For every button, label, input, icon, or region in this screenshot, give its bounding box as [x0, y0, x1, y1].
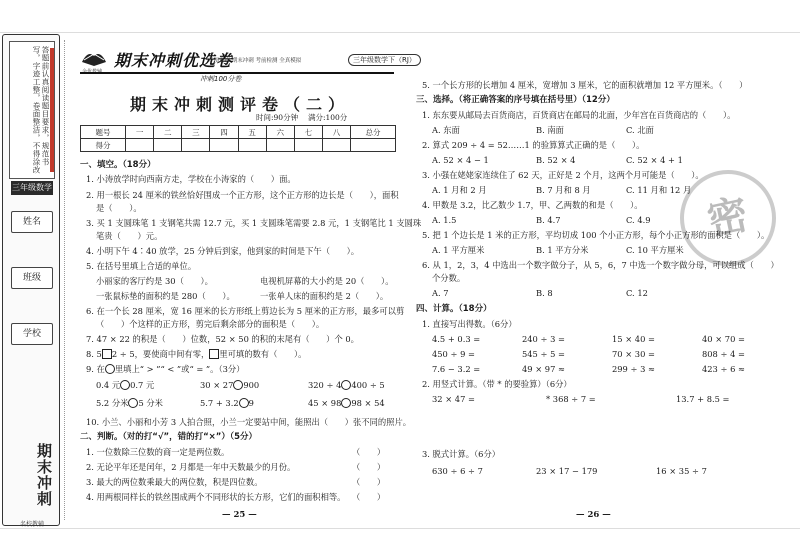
- q9-row1-b: [200, 380, 259, 391]
- choice-4-c[interactable]: C. 4.9: [626, 215, 651, 225]
- score-table: [80, 125, 396, 152]
- score-header-cell: 一: [126, 126, 154, 139]
- oral-calc: 423 ÷ 6 ≈: [702, 364, 745, 374]
- blank-box[interactable]: [209, 349, 219, 359]
- score-cell[interactable]: [238, 139, 266, 152]
- score-cell[interactable]: [126, 139, 154, 152]
- vertical-calc: 13.7 + 8.5 =: [676, 394, 730, 404]
- oral-calc: 450 ÷ 9 =: [432, 349, 475, 359]
- judge-answer[interactable]: （ ）: [352, 462, 386, 472]
- q8-mid: 2 ÷ 5，要使商中间有零，: [111, 349, 210, 359]
- q6-line2: （ ）个这样的正方形，剪完后剩余部分的面积是（ ）。: [96, 319, 325, 329]
- q5-item3: 一张鼠标垫的面积约是 280（ ）。: [96, 291, 235, 301]
- left-column: [80, 156, 422, 516]
- score-cell[interactable]: [182, 139, 210, 152]
- step-calc: 630 ÷ 6 ÷ 7: [432, 466, 483, 476]
- judge-2: 2. 无论平年还是闰年，2 月都是一年中天数最少的月份。: [86, 462, 296, 472]
- choice-6-c[interactable]: C. 12: [626, 288, 648, 298]
- oral-calc: 545 ÷ 5 =: [522, 349, 565, 359]
- score-header-row: [81, 126, 396, 139]
- compare-right: 9: [248, 398, 254, 408]
- score-header-cell: 五: [238, 126, 266, 139]
- compare-circle[interactable]: [120, 380, 130, 390]
- oral-calc: 49 × 97 ≈: [522, 364, 565, 374]
- notice-text: 答题前认真阅读题目要求，规范书写，字迹工整，卷面整洁，不得涂改: [32, 46, 50, 174]
- compare-right: 900: [243, 380, 260, 390]
- page-title: 期末冲刺测评卷（二）: [129, 95, 350, 114]
- q9-row2-c: [308, 398, 385, 409]
- score-header-cell: 总分: [351, 126, 396, 139]
- page-number-left: — 25 —: [222, 510, 257, 520]
- compare-right: 400 ÷ 5: [351, 380, 385, 390]
- grade-badge: 三年级数学: [11, 181, 53, 195]
- q9-row1-c: [308, 380, 385, 391]
- q9-row1: [96, 380, 154, 391]
- judge-answer[interactable]: （ ）: [352, 447, 386, 457]
- choice-3-b[interactable]: B. 7 月和 8 月: [536, 185, 591, 195]
- q5-item1: 小丽家的客厅约是 30（ ）。: [96, 276, 213, 286]
- choice-2-c[interactable]: C. 52 × 4 + 1: [626, 155, 683, 165]
- score-cell[interactable]: [351, 139, 396, 152]
- q5-item2: 电视机屏幕的大小约是 20（ ）。: [260, 276, 394, 286]
- q2-line2: 是（ ）。: [96, 203, 142, 213]
- oral-calc: 40 × 70 =: [702, 334, 745, 344]
- choice-2: 2. 算式 209 ÷ 4 = 52……1 的验算算式正确的是（ ）。: [422, 140, 645, 150]
- q8: [86, 349, 306, 360]
- choice-3: 3. 小强在姥姥家连续住了 62 天，正好是 2 个月，这两个月可能是（ ）。: [422, 170, 704, 180]
- q4: 4. 小明下午 4∶40 放学，25 分钟后到家，他到家的时间是下午（ ）。: [86, 246, 360, 256]
- vertical-calc: * 368 ÷ 7 =: [546, 394, 596, 404]
- top-rule: [0, 32, 800, 33]
- compare-left: 0.4 元: [96, 380, 121, 390]
- section-judge-title: 二、判断。（对的打“√”，错的打“×”）（5分）: [80, 432, 258, 442]
- choice-4: 4. 甲数是 3.2，比乙数少 1.7，甲、乙两数的和是（ ）。: [422, 200, 643, 210]
- compare-right: 5 分米: [138, 398, 163, 408]
- choice-4-b[interactable]: B. 4.7: [536, 215, 561, 225]
- oral-calc: 70 × 30 =: [612, 349, 655, 359]
- compare-circle[interactable]: [239, 398, 249, 408]
- oral-calc: 15 × 40 =: [612, 334, 655, 344]
- compare-circle[interactable]: [233, 380, 243, 390]
- compare-circle[interactable]: [341, 380, 351, 390]
- compare-left: 5.2 分米: [96, 398, 129, 408]
- score-row-label: 得分: [81, 139, 126, 152]
- judge-5: 5. 一个长方形的长增加 4 厘米，宽增加 3 厘米，它的面积就增加 12 平方厘米。（ ）: [422, 80, 748, 90]
- score-header-cell: 二: [154, 126, 182, 139]
- school-field[interactable]: 学校: [11, 323, 53, 345]
- choice-2-b[interactable]: B. 52 × 4: [536, 155, 576, 165]
- oral-calc: 299 ÷ 3 ≈: [612, 364, 655, 374]
- q5-title: 5. 在括号里填上合适的单位。: [86, 261, 197, 271]
- q9-post: 里填上“ > ”“ < ”或“ = ”。（3分）: [114, 364, 245, 374]
- score-header-cell: 四: [210, 126, 238, 139]
- choice-6-a[interactable]: A. 7: [432, 288, 449, 298]
- q2-line1: 2. 用一根长 24 厘米的铁丝恰好围成一个正方形，这个正方形的边长是（ ），面积: [86, 190, 399, 200]
- choice-5-c[interactable]: C. 10 平方厘米: [626, 245, 684, 255]
- q6-line1: 6. 在一个长 28 厘米，宽 16 厘米的长方形纸上剪边长为 5 厘米的正方形，最多可以剪: [86, 306, 405, 316]
- choice-4-a[interactable]: A. 1.5: [432, 215, 457, 225]
- time-label: 时间:90分钟: [256, 113, 299, 122]
- step-calc: 23 × 17 − 179: [536, 466, 598, 476]
- choice-5-b[interactable]: B. 1 平方分米: [536, 245, 589, 255]
- score-label: 满分:100分: [307, 113, 348, 122]
- confidential-stamp: 密: [671, 161, 785, 275]
- compare-circle[interactable]: [341, 398, 351, 408]
- choice-3-a[interactable]: A. 1 月和 2 月: [432, 185, 487, 195]
- choice-3-c[interactable]: C. 11 月和 12 月: [626, 185, 692, 195]
- oral-calc: 240 ÷ 3 =: [522, 334, 565, 344]
- compare-circle[interactable]: [128, 398, 138, 408]
- score-header-cell: 题号: [81, 126, 126, 139]
- section-choice-title: 三、选择。（将正确答案的序号填在括号里）（12分）: [416, 95, 615, 105]
- choice-1-a[interactable]: A. 东面: [432, 125, 460, 135]
- strip-logo-sub: 名校教辅: [19, 521, 44, 528]
- q3-line1: 3. 买 1 支圆珠笔 1 支钢笔共需 12.7 元，买 1 支圆珠笔需要 2.8 元，1 支钢笔比 1 支圆珠: [86, 218, 422, 228]
- oral-calc: 7.6 − 3.2 =: [432, 364, 481, 374]
- section-calc-title: 四、计算。（18分）: [416, 304, 492, 314]
- choice-5-a[interactable]: A. 1 平方厘米: [432, 245, 485, 255]
- oral-calc: 808 ÷ 4 =: [702, 349, 745, 359]
- compare-right: 98 × 54: [351, 398, 385, 408]
- judge-4: 4. 用两根同样长的铁丝围成两个不同形状的长方形，它们的面积相等。: [86, 492, 346, 502]
- choice-2-a[interactable]: A. 52 × 4 − 1: [432, 155, 489, 165]
- q8-pre: 8. 5: [86, 349, 102, 359]
- q1: 1. 小涛放学时向西南方走，学校在小涛家的（ ）面。: [86, 174, 296, 184]
- judge-answer[interactable]: （ ）: [352, 492, 386, 502]
- score-cell[interactable]: [322, 139, 350, 152]
- class-field[interactable]: 班级: [11, 267, 53, 289]
- score-row: [81, 139, 396, 152]
- oral-calc: 4.5 + 0.3 =: [432, 334, 481, 344]
- cut-line: [64, 40, 65, 520]
- calc-1-title: 1. 直接写出得数。（6分）: [422, 319, 517, 329]
- judge-3: 3. 最大的两位数乘最大的两位数，积是四位数。: [86, 477, 263, 487]
- right-column: [416, 78, 796, 508]
- judge-answer[interactable]: （ ）: [352, 477, 386, 487]
- grade-tag: 三年级数学下（RJ）: [348, 54, 421, 66]
- compare-left: 30 × 27: [200, 380, 234, 390]
- choice-5: 5. 把 1 个边长是 1 米的正方形，平均切成 100 个小正方形，每个小正方形的面积是（ ）。: [422, 230, 770, 240]
- choice-1: 1. 东东要从邮局去百货商店，百货商店在邮局的北面，少年宫在百货商店的（ ）。: [422, 110, 736, 120]
- compare-left: 45 × 98: [308, 398, 342, 408]
- choice-6-b[interactable]: B. 8: [536, 288, 553, 298]
- compare-circle[interactable]: [105, 364, 115, 374]
- q9: [86, 364, 245, 375]
- slogan: 专项训练 期末冲刺 考前检测 全真模拟: [208, 58, 302, 64]
- choice-1-b[interactable]: B. 南面: [536, 125, 564, 135]
- q10: 10. 小兰、小丽和小芳 3 人拍合照，小兰一定要站中间，能照出（ ）张不同的照片。: [86, 417, 412, 427]
- score-cell[interactable]: [210, 139, 238, 152]
- q3-line2: 笔贵（ ）元。: [96, 231, 163, 241]
- book-logo-icon: [80, 46, 108, 70]
- score-cell[interactable]: [266, 139, 294, 152]
- binding-strip: [2, 34, 60, 526]
- calc-3-title: 3. 脱式计算。（6分）: [422, 449, 501, 459]
- score-cell[interactable]: [294, 139, 322, 152]
- score-header-cell: 六: [266, 126, 294, 139]
- score-header-cell: 七: [294, 126, 322, 139]
- section-fill-title: 一、填空。（18分）: [80, 160, 156, 170]
- choice-1-c[interactable]: C. 北面: [626, 125, 654, 135]
- judge-1: 1. 一位数除三位数的商一定是两位数。: [86, 447, 230, 457]
- header-sub: 冲刺100分卷: [200, 75, 242, 83]
- brand-title: 期末冲刺优选卷: [114, 51, 234, 70]
- bottom-rule: [0, 528, 800, 529]
- q5-item4: 一张单人床的面积约是 2（ ）。: [260, 291, 389, 301]
- score-cell[interactable]: [154, 139, 182, 152]
- q8-post: 里可填的数有（ ）。: [219, 349, 307, 359]
- notice-band: [9, 41, 55, 179]
- score-header-cell: 三: [182, 126, 210, 139]
- choice-6-line2: 个分数。: [432, 273, 466, 283]
- choice-6-line1: 6. 从 1，2，3，4 中选出一个数字做分子，从 5，6，7 中选一个数字做分母，可以组成（ ）: [422, 260, 779, 270]
- score-header-cell: 八: [322, 126, 350, 139]
- notice-red-bar: [50, 48, 54, 172]
- page-number-right: — 26 —: [576, 510, 611, 520]
- q9-pre: 9. 在: [86, 364, 105, 374]
- compare-left: 5.7 + 3.2: [200, 398, 239, 408]
- q7: 7. 47 × 22 的积是（ ）位数，52 × 50 的积的末尾有（ ）个 0。: [86, 334, 359, 344]
- calc-2-title: 2. 用竖式计算。（带 * 的要验算）（6分）: [422, 379, 572, 389]
- step-calc: 16 × 35 ÷ 7: [656, 466, 707, 476]
- name-field[interactable]: 姓名: [11, 211, 53, 233]
- q9-row2-b: [200, 398, 254, 409]
- blank-box[interactable]: [102, 349, 112, 359]
- q9-row2: [96, 398, 163, 409]
- compare-left: 320 ÷ 4: [308, 380, 342, 390]
- compare-right: 0.7 元: [130, 380, 155, 390]
- time-score-line: [256, 112, 347, 123]
- vertical-calc: 32 × 47 =: [432, 394, 475, 404]
- strip-logo: 期末冲刺: [35, 443, 53, 507]
